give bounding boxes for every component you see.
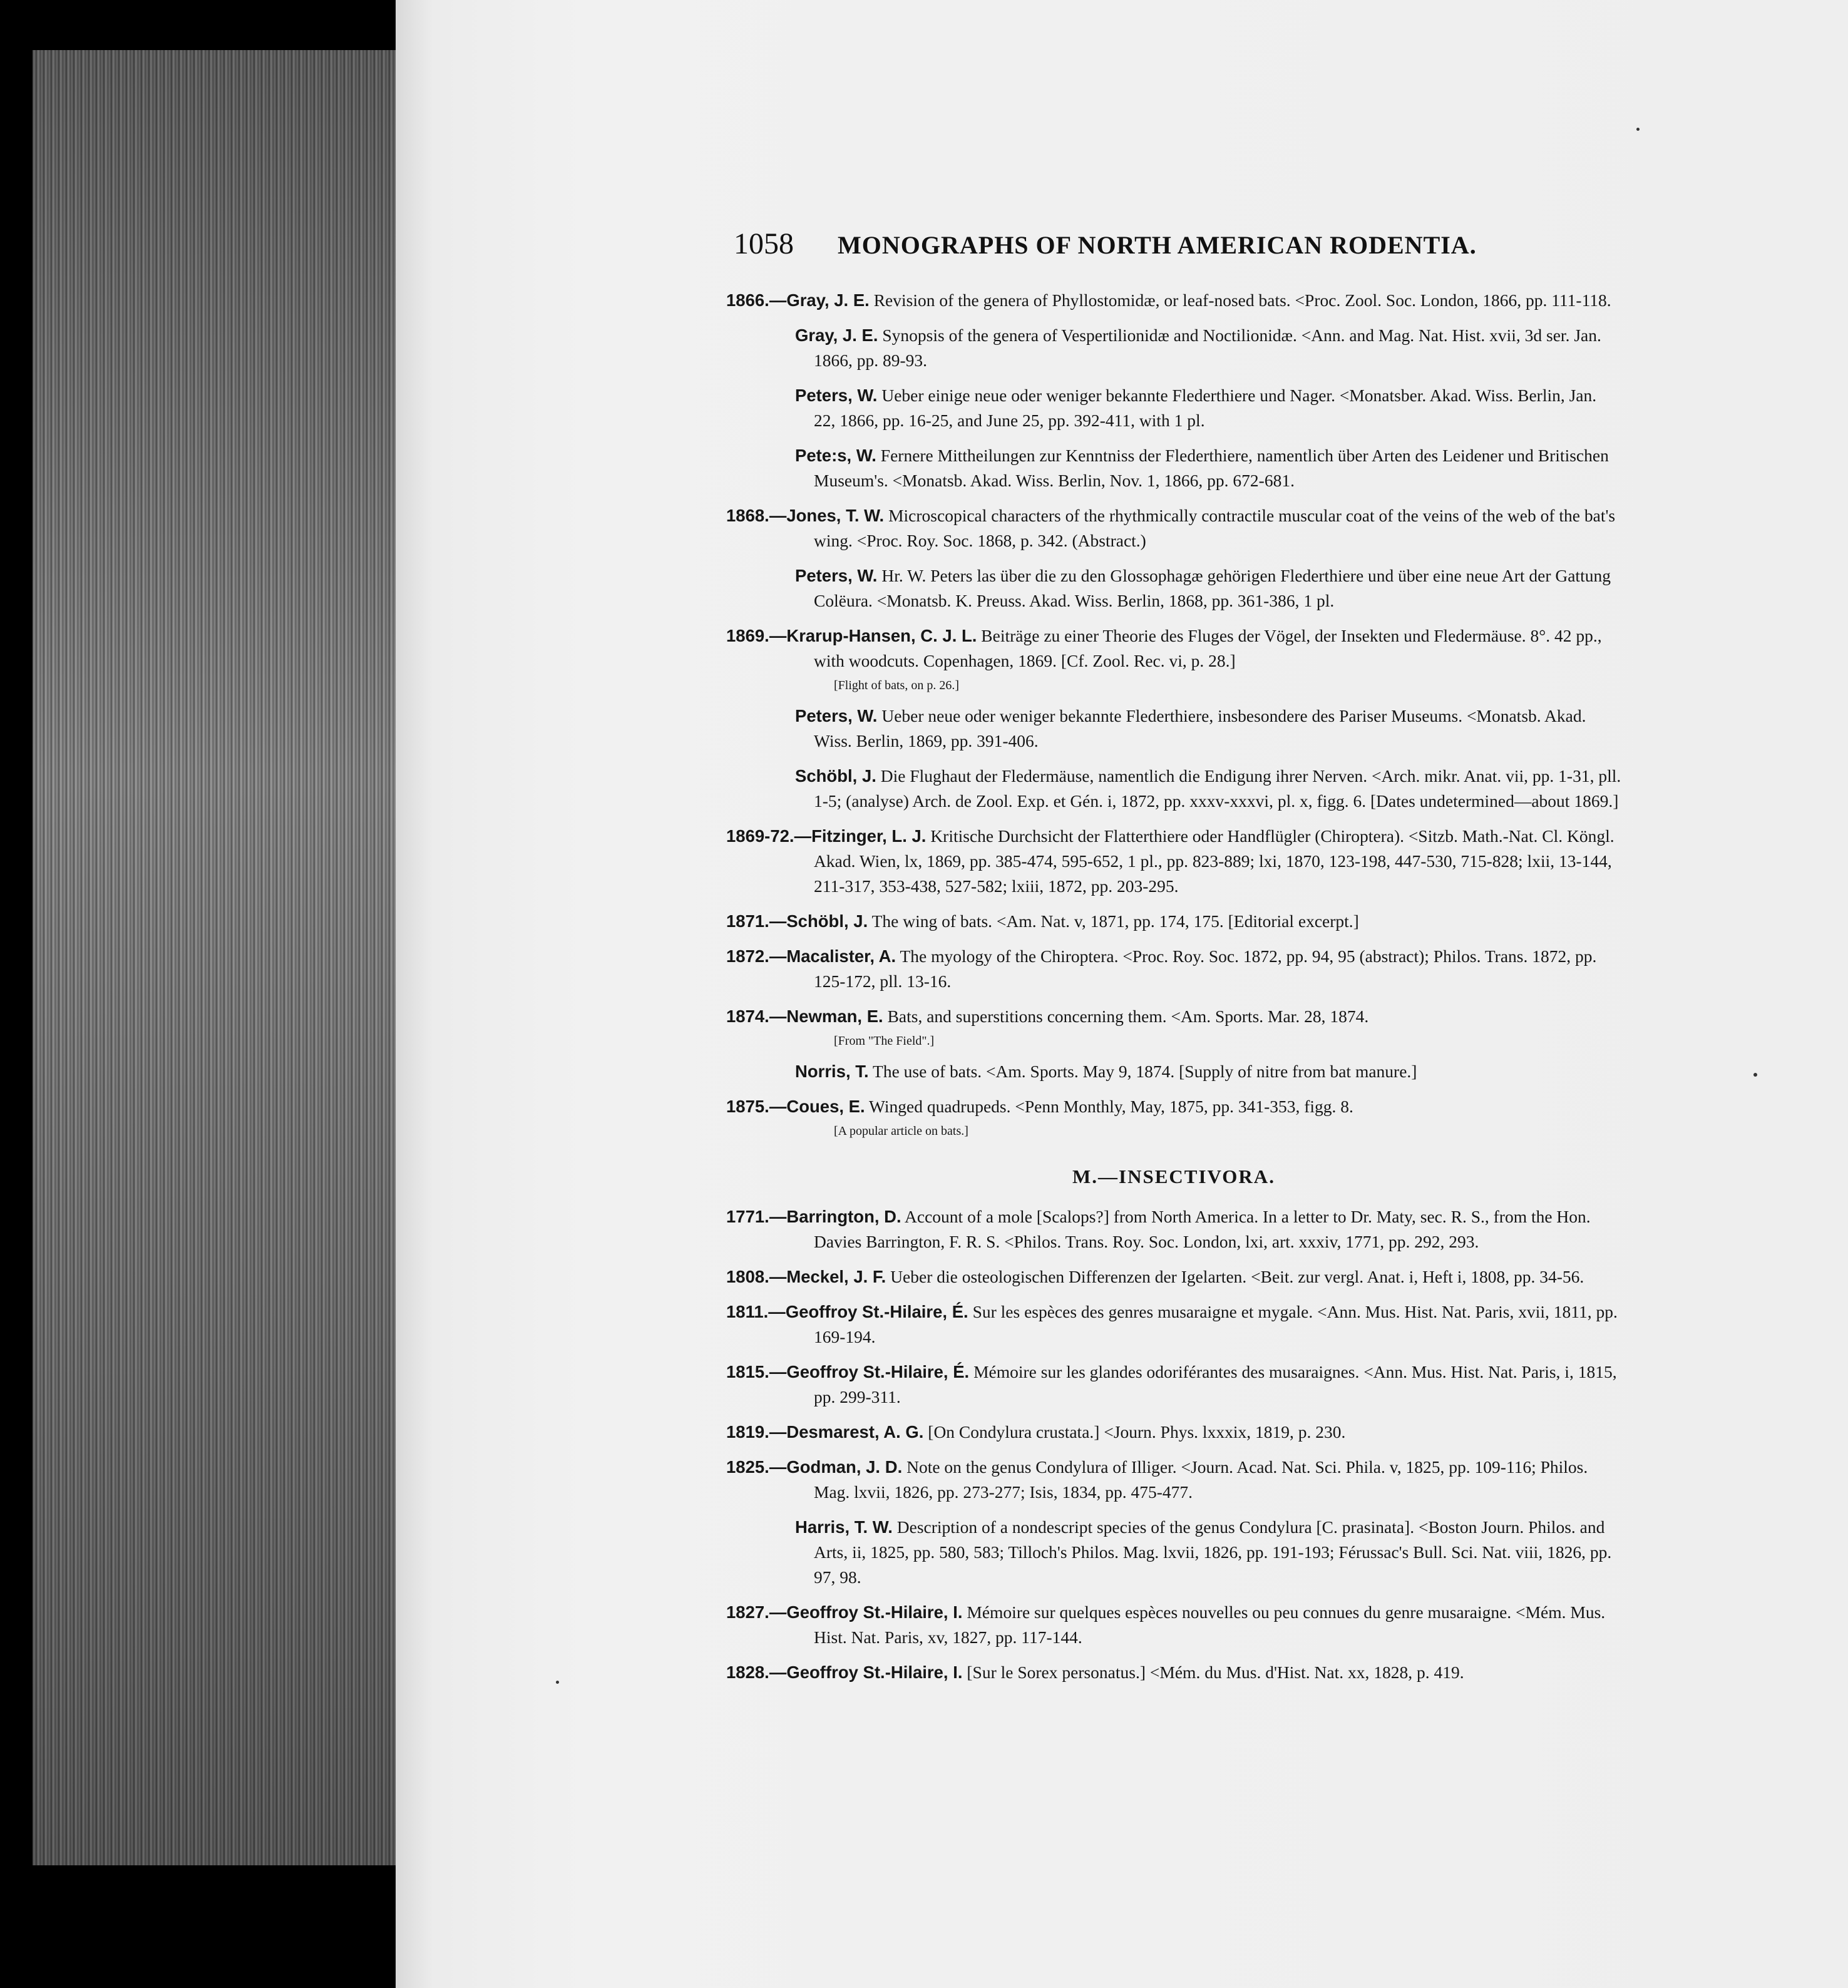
entry-text: Note on the genus Condylura of Illiger. <Journ. Acad. Nat. Sci. Phila. v, 1825, pp. 109-116; Philos. Mag. lxvii, 1826, pp. 273-277; Isis, 1834, pp. 475-477.: [814, 1457, 1588, 1502]
entry-author: Desmarest, A. G.: [786, 1422, 924, 1442]
bib-entry: [726, 1515, 1621, 1590]
entry-text: [Sur le Sorex personatus.] <Mém. du Mus. d'Hist. Nat. xx, 1828, p. 419.: [962, 1663, 1464, 1682]
entry-author: Coues, E.: [786, 1097, 865, 1116]
entry-author: Geoffroy St.-Hilaire, É.: [786, 1362, 970, 1381]
bib-entry: [726, 1455, 1621, 1505]
bib-entry: [726, 503, 1621, 553]
entry-text: Sur les espèces des genres musaraigne et mygale. <Ann. Mus. Hist. Nat. Paris, xvii, 1811, pp. 169-194.: [814, 1302, 1618, 1346]
entry-text: Account of a mole [Scalops?] from North America. In a letter to Dr. Maty, sec. R. S., from the Hon. Davies Barrington, F. R. S. <Philos. Trans. Roy. Soc. London, lxi, art. xxxiv, 1771, pp. 292, 293.: [814, 1207, 1591, 1251]
bib-entry: [726, 1600, 1621, 1650]
entry-year: 1771.—: [726, 1207, 787, 1226]
entry-text: Mémoire sur quelques espèces nouvelles ou peu connues du genre musaraigne. <Mém. Mus. Hist. Nat. Paris, xv, 1827, pp. 117-144.: [814, 1602, 1606, 1647]
bib-entry: [726, 1660, 1621, 1685]
entry-text: Ueber einige neue oder weniger bekannte Flederthiere und Nager. <Monatsber. Akad. Wiss. Berlin, Jan. 22, 1866, pp. 16-25, and June 25, pp. 392-411, with 1 pl.: [814, 386, 1597, 430]
bib-entry: [726, 1004, 1621, 1029]
entry-author: Newman, E.: [786, 1007, 883, 1026]
bib-entry: [726, 1094, 1621, 1119]
bib-entry: [726, 764, 1621, 814]
entry-year: 1866.—: [726, 290, 787, 310]
entry-year: 1825.—: [726, 1457, 787, 1477]
entry-year: 1875.—: [726, 1097, 787, 1116]
entry-author: Schöbl, J.: [795, 766, 876, 786]
bib-entry: [726, 1059, 1621, 1084]
entry-author: Geoffroy St.-Hilaire, É.: [785, 1302, 968, 1321]
entry-year: 1868.—: [726, 506, 787, 525]
entry-author: Fitzinger, L. J.: [811, 826, 927, 846]
entry-author: Gray, J. E.: [795, 325, 878, 345]
entry-author: Peters, W.: [795, 566, 878, 585]
bib-entry: [726, 909, 1621, 934]
entry-text: [On Condylura crustata.] <Journ. Phys. lxxxix, 1819, p. 230.: [923, 1422, 1346, 1442]
entry-text: Hr. W. Peters las über die zu den Glossophagæ gehörigen Flederthiere und über eine neue Art der Gattung Colëura. <Monatsb. K. Preuss. Akad. Wiss. Berlin, 1868, pp. 361-386, 1 pl.: [814, 566, 1611, 610]
entry-text: Ueber die osteologischen Differenzen der Igelarten. <Beit. zur vergl. Anat. i, Heft i, 1808, pp. 34-56.: [886, 1267, 1584, 1286]
bib-entry: [726, 288, 1621, 313]
entry-note: [A popular article on bats.]: [834, 1124, 968, 1138]
entry-author: Peters, W.: [795, 706, 878, 725]
entry-text: The use of bats. <Am. Sports. May 9, 1874. [Supply of nitre from bat manure.]: [868, 1062, 1417, 1081]
entry-author: Macalister, A.: [786, 946, 896, 966]
entry-year: 1808.—: [726, 1267, 787, 1286]
entry-author: Norris, T.: [795, 1062, 869, 1081]
entry-year: 1874.—: [726, 1007, 787, 1026]
entry-text: Mémoire sur les glandes odoriférantes des musaraignes. <Ann. Mus. Hist. Nat. Paris, i, 1815, pp. 299-311.: [814, 1362, 1617, 1406]
entry-year: 1815.—: [726, 1362, 787, 1381]
bib-entry: [726, 323, 1621, 373]
entry-text: Kritische Durchsicht der Flatterthiere oder Handflügler (Chiroptera). <Sitzb. Math.-Nat. Cl. Köngl. Akad. Wien, lx, 1869, pp. 385-474, 595-652, 1 pl., pp. 823-889; lxi, 1870, 123-198, 447-530, 715-828; lxii, 13-144, 211-317, 353-438, 527-582; lxiii, 1872, pp. 203-295.: [814, 826, 1614, 896]
entry-text: Bats, and superstitions concerning them. <Am. Sports. Mar. 28, 1874.: [883, 1007, 1369, 1026]
entry-note: [From "The Field".]: [834, 1034, 935, 1048]
running-header: [734, 227, 1504, 261]
bib-entry: [726, 1360, 1621, 1410]
bib-entry: [726, 563, 1621, 613]
bib-entry: [726, 944, 1621, 994]
bib-entry: [726, 824, 1621, 899]
bib-entry: [726, 1420, 1621, 1445]
entry-author: Pete:s, W.: [795, 446, 876, 465]
entry-text: Fernere Mittheilungen zur Kenntniss der Flederthiere, namentlich über Arten des Leidener und Britischen Museum's. <Monatsb. Akad. Wiss. Berlin, Nov. 1, 1866, pp. 672-681.: [814, 446, 1609, 490]
entry-note: [Flight of bats, on p. 26.]: [834, 679, 959, 692]
entry-year: 1869-72.—: [726, 826, 812, 846]
bib-entry: [726, 623, 1621, 674]
entry-author: Jones, T. W.: [786, 506, 885, 525]
bib-entry: [726, 443, 1621, 493]
entry-author: Geoffroy St.-Hilaire, I.: [786, 1602, 963, 1622]
entry-year: 1872.—: [726, 946, 787, 966]
entry-author: Barrington, D.: [786, 1207, 901, 1226]
entry-author: Geoffroy St.-Hilaire, I.: [786, 1663, 963, 1682]
bibliography: [726, 288, 1621, 1695]
entry-author: Godman, J. D.: [786, 1457, 903, 1477]
entry-text: Ueber neue oder weniger bekannte Flederthiere, insbesondere des Pariser Museums. <Monatsb. Akad. Wiss. Berlin, 1869, pp. 391-406.: [814, 706, 1586, 751]
entry-author: Harris, T. W.: [795, 1517, 893, 1537]
entries-insectivora: [726, 1204, 1621, 1685]
entry-author: Gray, J. E.: [786, 290, 870, 310]
entry-year: 1827.—: [726, 1602, 787, 1622]
entry-year: 1819.—: [726, 1422, 787, 1442]
entry-author: Krarup-Hansen, C. J. L.: [786, 626, 977, 645]
entries-chiroptera: [726, 288, 1621, 1139]
entry-text: Description of a nondescript species of the genus Condylura [C. prasinata]. <Boston Journ. Philos. and Arts, ii, 1825, pp. 580, 583; Tilloch's Philos. Mag. lxvii, 1826, pp. 191-193; Férussac's Bull. Sci. Nat. viii, 1826, pp. 97, 98.: [814, 1517, 1612, 1587]
entry-text: Synopsis of the genera of Vespertilionidæ and Noctilionidæ. <Ann. and Mag. Nat. Hist. xvii, 3d ser. Jan. 1866, pp. 89-93.: [814, 325, 1601, 370]
bib-entry: [726, 704, 1621, 754]
entry-year: 1869.—: [726, 626, 787, 645]
entry-author: Meckel, J. F.: [786, 1267, 886, 1286]
print-speck: [556, 1681, 559, 1684]
print-speck: [1636, 128, 1640, 131]
page-title: MONOGRAPHS OF NORTH AMERICAN RODENTIA.: [838, 231, 1477, 259]
bib-entry: [726, 383, 1621, 433]
entry-text: The myology of the Chiroptera. <Proc. Roy. Soc. 1872, pp. 94, 95 (abstract); Philos. Trans. 1872, pp. 125-172, pll. 13-16.: [814, 946, 1597, 991]
entry-author: Peters, W.: [795, 386, 878, 405]
entry-text: Winged quadrupeds. <Penn Monthly, May, 1875, pp. 341-353, figg. 8.: [865, 1097, 1353, 1116]
entry-year: 1871.—: [726, 911, 787, 931]
entry-text: Revision of the genera of Phyllostomidæ, or leaf-nosed bats. <Proc. Zool. Soc. London, 1866, pp. 111-118.: [869, 290, 1611, 310]
page-number: 1058: [734, 227, 794, 260]
entry-year: 1811.—: [726, 1302, 786, 1321]
section-heading: M.—INSECTIVORA.: [1072, 1166, 1275, 1187]
entry-text: Microscopical characters of the rhythmically contractile muscular coat of the veins of the web of the bat's wing. <Proc. Roy. Soc. 1868, p. 342. (Abstract.): [814, 506, 1616, 550]
entry-text: The wing of bats. <Am. Nat. v, 1871, pp. 174, 175. [Editorial excerpt.]: [868, 911, 1359, 931]
entry-text: Die Flughaut der Fledermäuse, namentlich die Endigung ihrer Nerven. <Arch. mikr. Anat. vii, pp. 1-31, pll. 1-5; (analyse) Arch. de Zool. Exp. et Gén. i, 1872, pp. xxxv-xxxvi, pl. x, figg. 6. [Dates undetermined—about 1869.]: [814, 766, 1621, 811]
entry-text: Beiträge zu einer Theorie des Fluges der Vögel, der Insekten und Fledermäuse. 8°. 42 pp., with woodcuts. Copenhagen, 1869. [Cf. Zool. Rec. vi, p. 28.]: [814, 626, 1602, 670]
bib-entry: [726, 1264, 1621, 1289]
bib-entry: [726, 1299, 1621, 1350]
entry-year: 1828.—: [726, 1663, 787, 1682]
bib-entry: [726, 1204, 1621, 1254]
book-page-edge: [33, 50, 396, 1865]
print-speck: [1753, 1073, 1757, 1077]
entry-author: Schöbl, J.: [786, 911, 868, 931]
